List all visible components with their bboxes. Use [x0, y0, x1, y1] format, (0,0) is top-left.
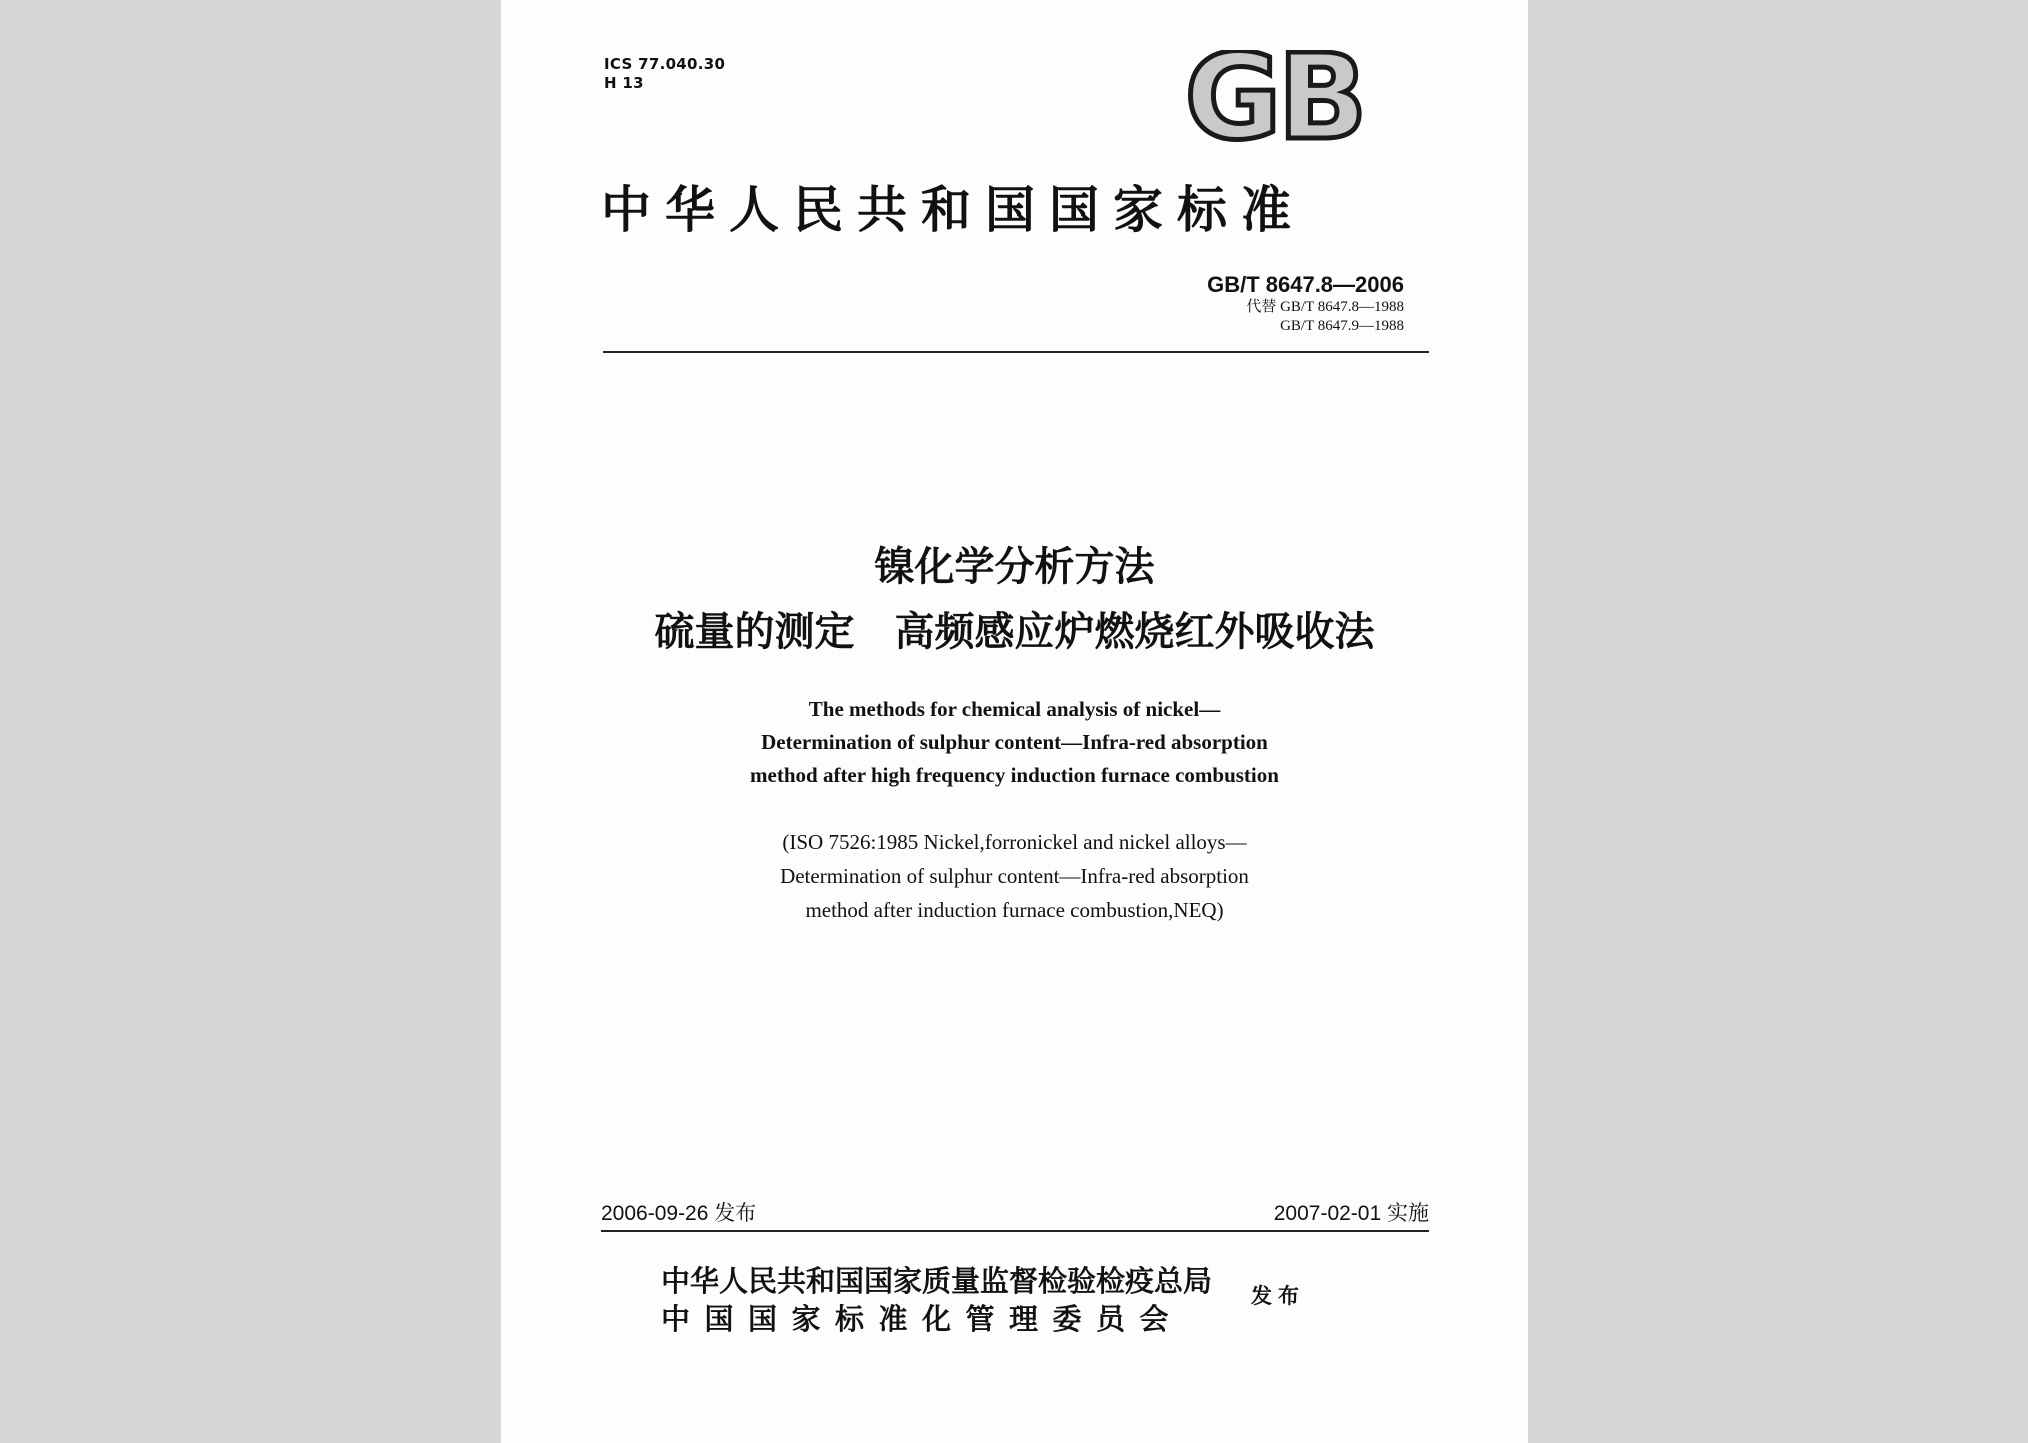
- classification-codes: [604, 55, 725, 93]
- header-divider: [603, 351, 1429, 353]
- iso-reference-line-3: method after induction furnace combustion,NEQ): [805, 898, 1224, 922]
- chinese-title-line-2: 硫量的测定 高频感应炉燃烧红外吸收法: [654, 609, 1375, 655]
- replaces-line-1: 代替 GB/T 8647.8—1988: [1246, 299, 1404, 315]
- ccs-code: H 13: [604, 74, 644, 92]
- iso-reference-line-2: Determination of sulphur content—Infra-red absorption: [780, 864, 1249, 888]
- national-standard-title: 中华人民共和国国家标准: [601, 180, 1305, 239]
- standard-number: GB/T 8647.8—2006: [1207, 272, 1404, 297]
- document-cover-page: [501, 0, 1528, 1443]
- issuer-line-1: 中华人民共和国国家质量监督检验检疫总局: [661, 1264, 1213, 1298]
- implement-date: 2007-02-01 实施: [1273, 1202, 1429, 1225]
- english-title-line-3: method after high frequency induction furnace combustion: [750, 763, 1279, 787]
- publish-date: 2006-09-26 发布: [601, 1202, 757, 1225]
- date-row: [601, 1198, 1429, 1230]
- ics-code: ICS 77.040.30: [604, 55, 726, 73]
- iso-reference: [501, 825, 1528, 927]
- issuer-line-2: 中国国家标准化管理委员会: [661, 1302, 1184, 1336]
- standard-number-block: [1101, 272, 1404, 336]
- gb-logo-text: GB: [1184, 50, 1364, 150]
- english-title: [501, 693, 1528, 792]
- english-title-line-1: The methods for chemical analysis of nickel—: [808, 697, 1221, 721]
- gb-logo: [1169, 50, 1379, 150]
- issue-action-label: 发布: [1251, 1284, 1305, 1308]
- iso-reference-line-1: (ISO 7526:1985 Nickel,forronickel and nickel alloys—: [782, 830, 1247, 854]
- english-title-line-2: Determination of sulphur content—Infra-red absorption: [761, 730, 1268, 754]
- footer-divider: [601, 1230, 1429, 1232]
- issuing-authorities: [661, 1262, 1212, 1338]
- replaces-line-2: GB/T 8647.9—1988: [1280, 318, 1404, 334]
- chinese-title-line-1: 镍化学分析方法: [874, 544, 1155, 590]
